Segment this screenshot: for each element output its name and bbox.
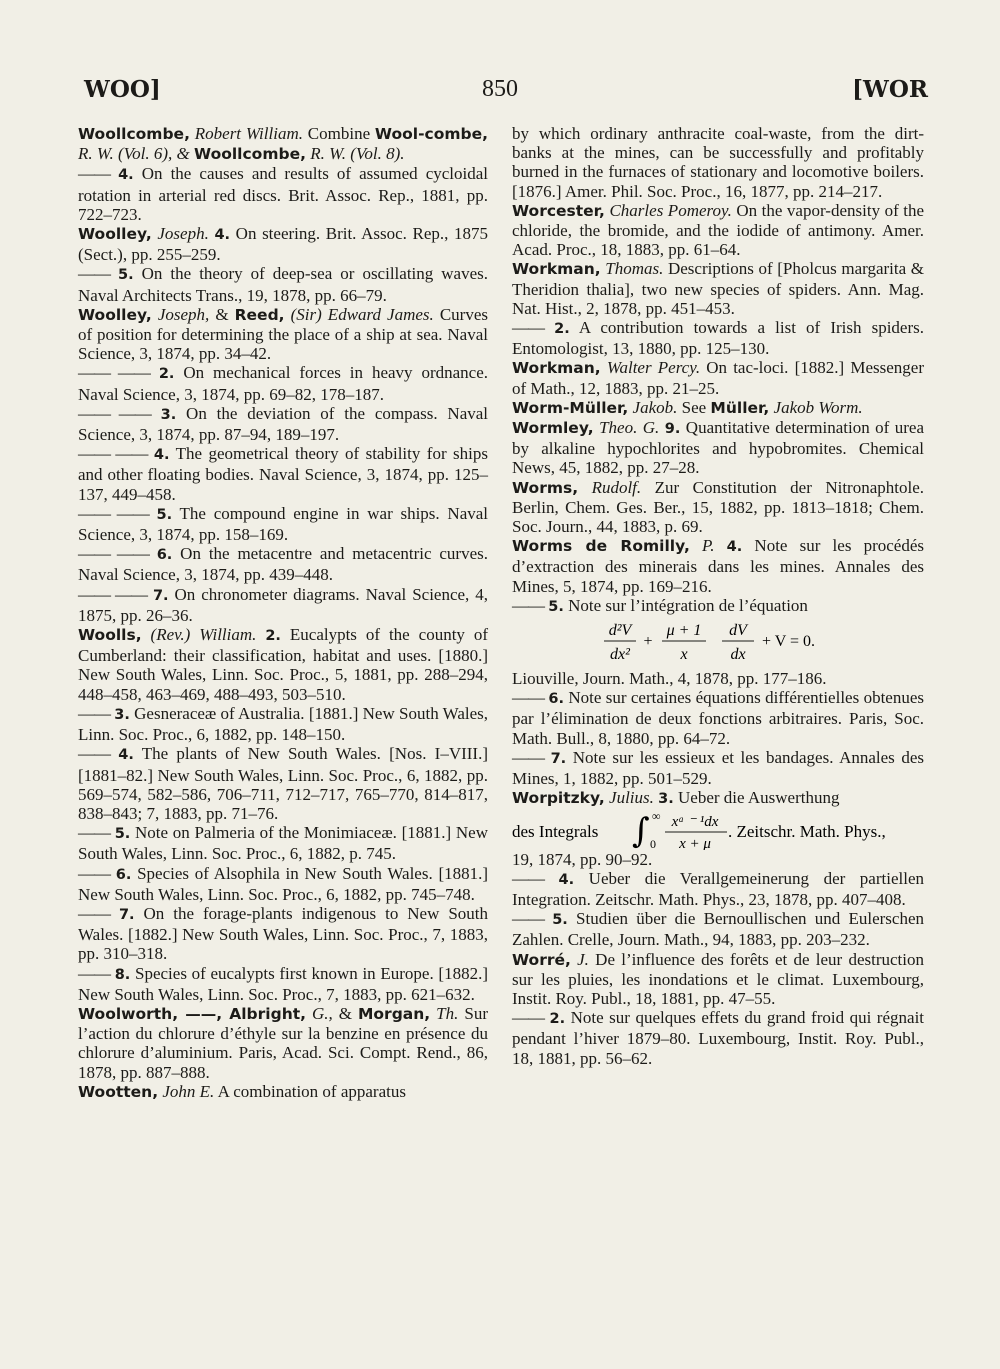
ditto-dash: —— [512,318,544,338]
citation-text: On the deviation of the compass. Naval Science, 3, 1874, pp. 87–94, 189–197. [78,403,489,445]
citation-text: On the metacentre and metacentric curves. Naval Science, 3, 1874, pp. 439–448. [78,544,489,585]
bibliography-entry [512,748,924,788]
ditto-dash: —— [78,963,110,983]
ditto-dash: —— —— [78,503,149,523]
paper-number: 6. [115,866,132,883]
paper-number: 4. [214,227,231,244]
bibliography-entry [78,363,488,403]
paper-number: 3. [658,791,674,808]
bibliography-entry [78,404,488,444]
equation-svg [602,619,862,665]
bibliography-entry [512,688,924,748]
connector-text: Combine [302,124,375,143]
bibliography-entry [78,864,488,904]
citation-text: Sur l’action du chlorure d’éthyle sur la benzine en présence du chlorure d’aluminium. Paris, Acad. Sci. Compt. Rend., 86, 1878, pp. 887–888. [78,1003,488,1082]
citation-text: On tac-loci. [1882.] Messenger of Math., 12, 1883, pp. 21–25. [512,358,924,398]
citation-text: Note sur les procédés d’extraction des minerais dans les mines. Annales des Mines, 5, 1874, pp. 169–216. [512,536,925,596]
author-name: Woolworth, ——, Albright, [78,1004,307,1023]
cross-ref-forenames: R. W. [78,144,114,164]
paper-number: 7. [152,587,169,604]
citation-text: The geometrical theory of stability for ships and other floating bodies. Naval Science, 3, 1874, pp. 125–137, 449–458. [78,444,489,504]
author-name: Wormley, [512,419,594,438]
bibliography-entry [78,504,488,544]
ditto-dash: —— [512,868,544,888]
bibliography-entry [512,398,924,418]
author-forenames: Robert William. [194,124,303,143]
coauthor-forenames: (Sir) Edward James. [290,304,434,324]
citation-text: On steering. Brit. Assoc. Rep., 1875 (Sect.), pp. 255–259. [78,224,488,265]
citation-text: Studien über die Bernoullischen und Eulerschen Zahlen. Crelle, Journ. Math., 94, 1883, pp. 203–232. [512,909,924,950]
page-number: 850 [482,76,518,102]
paper-number: 6. [156,547,173,564]
formula-text: dV [729,622,747,640]
coauthor-name: Müller, [710,398,770,417]
coauthor-forenames: Th. [436,1003,459,1023]
author-forenames: Jakob. [632,397,678,417]
author-name: Worcester, [512,201,605,220]
author-forenames: John E. [162,1081,215,1101]
citation-text: The compound engine in war ships. Naval Science, 3, 1874, pp. 158–169. [78,503,489,545]
equation [512,619,924,665]
paper-number: 5. [156,506,173,523]
citation-text: Note on Palmeria of the Monimiaceæ. [1881.] New South Wales, Linn. Soc. Proc., 6, 1882, p. 745. [78,823,489,864]
right-column [512,124,924,1068]
bibliography-entry [512,1008,924,1068]
citation-text: De l’influence des forêts et de leur destruction sur les pluies, les inondations et le climat. Luxembourg, Instit. Roy. Publ., 18, 1881, pp. 47–55. [512,949,924,1008]
citation-text: Curves of position for determining the place of a ship at sea. Naval Science, 3, 1874, pp. 34–42. [78,304,488,364]
cross-ref-forenames: R. W. (Vol. 8). [305,144,405,164]
bibliography-entry [78,164,488,224]
cross-ref-volume: (Vol. 6), & [113,144,195,164]
ditto-dash: —— —— [78,363,150,383]
author-name: Worpitzky, [512,789,605,808]
running-head-right: [WOR [852,76,928,103]
author-forenames: J. [577,949,589,969]
author-name: Workman, [512,260,601,279]
bibliography-entry [512,478,924,537]
ditto-dash: —— [78,903,110,923]
author-name: Woollcombe, [78,125,190,143]
ditto-dash: —— [512,688,544,708]
author-name: Woolls, [78,626,142,645]
ditto-dash: —— —— [78,544,149,564]
bibliography-entry [512,124,924,201]
bibliography-entry [78,904,488,964]
paper-number: 8. [114,966,131,983]
ditto-dash: —— [78,863,110,883]
bibliography-entry [512,869,924,909]
bibliography-entry [512,536,924,596]
citation-text: Note sur quelques effets du grand froid qui régnait pendant l’hiver 1879–80. Luxembourg, Instit. Roy. Publ., 18, 1881, pp. 56–62. [512,1008,925,1068]
ditto-dash: —— —— [78,584,147,604]
paper-number: 3. [114,706,130,723]
paper-number: 4. [726,539,743,556]
paper-number: 7. [118,906,135,923]
formula-text: des Integrals [512,821,599,841]
formula-text: μ + 1 [666,622,702,640]
author-forenames: Rudolf. [591,477,642,497]
ditto-dash: —— [78,264,110,284]
bibliography-entry [512,596,924,617]
citation-text: Note sur certaines équations différentielles obtenues par l’élimination de deux fonctions arbitraires. Paris, Soc. Math. Bull., 8, 1880, pp. 64–72. [512,688,924,748]
author-name: Worms de Romilly, [512,537,690,556]
paper-number: 4. [118,747,134,764]
coauthor-name: Reed, [234,305,285,324]
paper-number: 2. [549,1011,566,1028]
ditto-dash: —— [512,909,544,929]
formula-text: xᵃ ⁻ ¹dx [671,813,719,830]
author-forenames: Walter Percy. [606,358,701,378]
author-name: Woolley, [78,305,152,324]
integral-svg [512,810,924,850]
paper-number: 3. [160,406,177,423]
formula-text: x [680,646,688,664]
citation-text: Ueber die Verallgemeinerung der partiellen Integration. Zeitschr. Math. Phys., 23, 1878, pp. 407–408. [512,868,924,909]
bibliography-entry [512,201,924,260]
connector-text: See [677,397,711,417]
ditto-dash: —— [78,823,110,843]
bibliography-entry [512,669,924,688]
running-head-left: WOO] [84,76,161,103]
paper-number: 9. [664,421,681,438]
author-forenames: Julius. [609,788,654,808]
citation-text: Gesneraceæ of Australia. [1881.] New South Wales, Linn. Soc. Proc., 6, 1882, pp. 148–150. [78,703,489,745]
bibliography-entry [78,823,488,863]
integral-expression [512,810,924,850]
bibliography-entry [512,418,924,478]
citation-text: Liouville, Journ. Math., 4, 1878, pp. 177–186. [512,669,827,689]
citation-text: Eucalypts of the county of Cumberland: their classification, habitat and uses. [1880.] New South Wales, Linn. Soc. Proc., 5, 1881, pp. 288–294, 448–458, 463–469, 488–493, 503–510. [78,625,489,704]
citation-text: Note sur l’intégration de l’équation [563,595,808,615]
connector-text: & [332,1003,358,1023]
coauthor-forenames: Jakob Worm. [773,397,863,417]
ditto-dash: —— [78,744,110,764]
connector-text: & [209,304,235,324]
formula-text: d²V [608,622,632,640]
bibliography-entry [78,625,488,704]
bibliography-entry [78,704,488,744]
citation-text: A contribution towards a list of Irish spiders. Entomologist, 13, 1880, pp. 125–130. [512,318,925,359]
left-column [78,124,488,1102]
paper-number: 4. [153,447,170,464]
ditto-dash: —— [512,1008,544,1028]
bibliography-entry [78,964,488,1004]
citation-text: Descriptions of [Pholcus margarita & Theridion thalia], two new species of spiders. Ann. Mag. Nat. Hist., 2, 1878, pp. 451–453. [512,259,924,318]
bibliography-entry [78,1082,488,1102]
citation-text: On chronometer diagrams. Naval Science, 4, 1875, pp. 26–36. [78,584,489,625]
bibliography-entry [512,259,924,318]
paper-number: 5. [114,826,131,843]
bibliography-entry [78,544,488,584]
formula-text: dx² [610,646,630,664]
citation-text: Ueber die Auswerthung [673,788,840,808]
bibliography-entry [78,585,488,625]
paper-number: 4. [118,167,134,184]
citation-text: Quantitative determination of urea by alkaline hypochlorites and hypobromites. Chemical News, 45, 1882, pp. 27–28. [512,418,925,478]
paper-number: 4. [558,871,575,888]
formula-text: + V = 0. [762,633,816,651]
author-forenames: Charles Pomeroy. [609,200,732,220]
integral-sign: ∫ [632,810,650,850]
cross-ref-name: Woollcombe, [194,145,306,164]
citation-text: A combination of apparatus [214,1081,406,1101]
author-forenames: Joseph. [157,224,209,244]
formula-text: 0 [650,836,656,850]
citation-text: 19, 1874, pp. 90–92. [512,849,653,869]
ditto-dash: —— [78,703,110,723]
bibliography-entry [78,305,488,364]
bibliography-entry [78,1004,488,1082]
bibliography-entry [512,318,924,358]
author-forenames: Thomas. [605,259,664,279]
author-name: Woolley, [78,225,152,244]
paper-number: 5. [552,912,568,929]
cross-ref-name: Wool-combe, [374,125,488,143]
citation-text: On mechanical forces in heavy ordnance. Naval Science, 3, 1874, pp. 69–82, 178–187. [78,363,489,404]
ditto-dash: —— —— [78,444,148,464]
citation-text: Species of eucalypts first known in Europe. [1882.] New South Wales, Linn. Soc. Proc., 7, 1883, pp. 621–632. [78,963,488,1004]
formula-text: dx [730,646,746,664]
bibliography-entry [512,358,924,397]
bibliography-entry [512,909,924,949]
formula-text: . Zeitschr. Math. Phys., [728,821,886,841]
formula-text: x + μ [679,835,711,850]
paper-number: 5. [548,598,564,615]
bibliography-entry [78,444,488,504]
author-forenames: Theo. G. [599,418,660,438]
ditto-dash: —— —— [78,403,151,423]
citation-text: On the causes and results of assumed cycloidal rotation in arterial red discs. Brit. Assoc. Rep., 1881, pp. 722–723. [78,164,488,224]
bibliography-entry [512,788,924,809]
author-name: Worms, [512,478,579,497]
author-forenames: P. [702,536,715,556]
bibliography-entry [78,124,488,164]
bibliography-entry [512,950,924,1009]
author-name: Wootten, [78,1082,159,1101]
citation-text: Zur Constitution der Nitronaphtole. Berlin, Chem. Ges. Ber., 15, 1882, pp. 1813–1818; Chem. Soc. Journ., 44, 1883, p. 69. [512,477,925,537]
author-forenames: Joseph, [157,304,210,324]
bibliography-entry [78,744,488,823]
citation-text: On the theory of deep-sea or oscillating waves. Naval Architects Trans., 19, 1878, pp. 66–79. [78,264,489,305]
coauthor-name: Morgan, [357,1004,431,1023]
paper-number: 7. [550,750,567,767]
ditto-dash: —— [512,747,544,767]
citation-text: On the vapor-density of the chloride, the bromide, and the iodide of antimony. Amer. Acad. Proc., 18, 1883, pp. 61–64. [512,200,925,260]
ditto-dash: —— [512,595,544,615]
citation-text: Species of Alsophila in New South Wales. [1881.] New South Wales, Linn. Soc. Proc., 6, 1882, pp. 745–748. [78,863,489,904]
formula-text: ∞ [652,809,661,823]
citation-text: Note sur les essieux et les bandages. Annales des Mines, 1, 1882, pp. 501–529. [512,747,925,789]
paper-number: 5. [118,267,134,284]
ditto-dash: —— [78,164,110,184]
author-name: Worm-Müller, [512,398,629,417]
author-forenames: (Rev.) William. [150,625,257,645]
author-name: Worré, [512,950,571,969]
paper-number: 2. [158,366,175,383]
citation-text: The plants of New South Wales. [Nos. I–VIII.] [1881–82.] New South Wales, Linn. Soc. Proc., 6, 1882, pp. 569–574, 582–586, 706–711, 712–717, 765–770, 814–817, 838–843; 7, 1883, pp. 71–76. [78,744,488,823]
citation-text: by which ordinary anthracite coal-waste, from the dirt-banks at the mines, can be successfully and profitably burned in the furnaces of stationary and locomotive boilers. [1876.] Amer. Phil. Soc. Proc., 16, 1877, pp. 214–217. [512,124,924,201]
citation-text: On the forage-plants indigenous to New South Wales. [1882.] New South Wales, Linn. Soc. Proc., 7, 1883, pp. 310–318. [78,903,489,964]
bibliography-entry [512,850,924,869]
paper-number: 6. [548,691,564,708]
bibliography-entry [78,224,488,264]
bibliography-entry [78,264,488,304]
paper-number: 2. [554,321,570,338]
paper-number: 2. [265,628,281,645]
formula-text: + [643,633,653,651]
author-forenames: G., [312,1003,333,1023]
author-name: Workman, [512,359,601,378]
